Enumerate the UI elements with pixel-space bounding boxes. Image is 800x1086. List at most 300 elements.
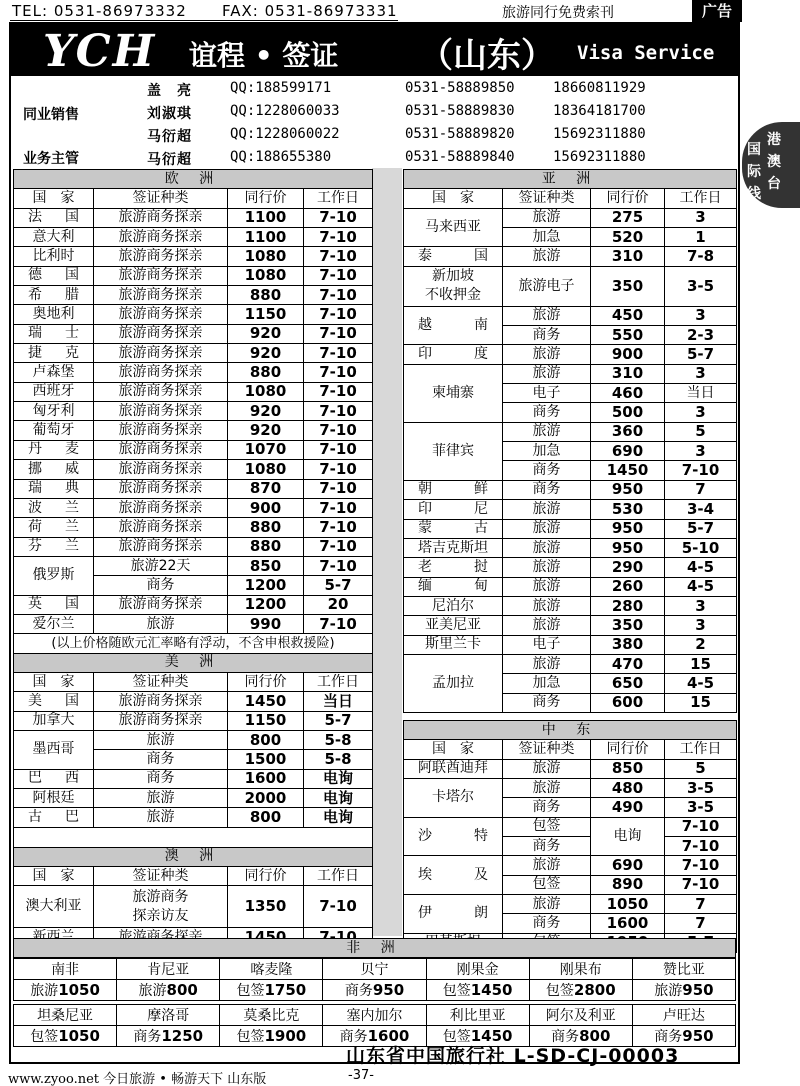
visa-type: 旅游22天: [94, 556, 228, 575]
country: 菲律宾: [404, 422, 503, 480]
col-country: 国 家: [14, 672, 94, 691]
africa-price: 950: [372, 981, 405, 999]
visa-type: 旅游商务探亲: [94, 595, 228, 614]
africa-visa-type: 包签: [236, 983, 265, 999]
visa-type: 旅游商务探亲: [94, 363, 228, 382]
days: 7-10: [304, 518, 373, 537]
visa-type: 旅游商务探亲: [94, 382, 228, 401]
price: 950: [591, 538, 665, 557]
table-row: [404, 654, 737, 673]
table-row: [14, 595, 373, 614]
table-row: [14, 460, 373, 479]
visa-type: 旅游商务探亲: [94, 266, 228, 285]
banner-visa-service: Visa Service: [577, 42, 715, 64]
visa-type: 商务: [503, 837, 591, 856]
africa-price: 1050: [58, 981, 100, 999]
price: 480: [591, 778, 665, 797]
table-row: [14, 324, 373, 343]
europe-rows: [14, 208, 373, 556]
price: 1500: [228, 750, 304, 769]
asia-heading: 亚 洲: [404, 170, 737, 189]
country: 伊朗: [404, 895, 503, 934]
visa-type: 旅游: [503, 856, 591, 875]
africa-price-cell: [14, 980, 117, 1001]
africa-country: 肯尼亚: [117, 959, 220, 980]
table-row: [404, 577, 737, 596]
price: 500: [591, 403, 665, 422]
col-country: 国 家: [14, 867, 94, 886]
days: 5-8: [304, 750, 373, 769]
africa-price: 800: [166, 981, 198, 999]
days: 3-4: [665, 500, 737, 519]
africa-price-cell: [426, 980, 529, 1001]
col-visa-type: 签证种类: [503, 189, 591, 208]
visa-type: 加急: [503, 674, 591, 693]
price: 890: [591, 875, 665, 894]
visa-type: 旅游: [94, 730, 228, 749]
days: 7-10: [304, 286, 373, 305]
table-row: [14, 692, 373, 711]
price: 950: [591, 519, 665, 538]
table-row: [404, 500, 737, 519]
col-days: 工作日: [665, 740, 737, 759]
tagline: 旅游同行免费索刊: [502, 5, 614, 21]
americas-rows: [14, 769, 373, 827]
price: 1150: [228, 305, 304, 324]
africa-table: [13, 958, 736, 1047]
price: 电询: [591, 817, 665, 856]
price: 450: [591, 306, 665, 325]
country: 英国: [14, 595, 94, 614]
price: 380: [591, 635, 665, 654]
africa-price: 1050: [58, 1027, 100, 1045]
visa-type: 商务: [94, 750, 228, 769]
price: 520: [591, 228, 665, 247]
days: 7-10: [304, 363, 373, 382]
contact-qq: QQ:188655380: [230, 149, 332, 165]
visa-type: 旅游: [94, 808, 228, 827]
price: 310: [591, 364, 665, 383]
days: 7-10: [304, 479, 373, 498]
col-country: 国 家: [404, 740, 503, 759]
days: 15: [665, 693, 737, 712]
visa-type: 旅游: [503, 538, 591, 557]
table-row: [404, 422, 737, 441]
price: 800: [228, 730, 304, 749]
africa-price: 1250: [161, 1027, 204, 1045]
table-row: [14, 789, 373, 808]
africa-price: 1900: [264, 1027, 307, 1045]
africa-country: 刚果金: [426, 959, 529, 980]
table-row: [404, 635, 737, 654]
africa-price: 800: [579, 1027, 611, 1045]
price: 1600: [228, 769, 304, 788]
table-row: [404, 596, 737, 615]
price: 850: [228, 556, 304, 575]
country: 阿联酋迪拜: [404, 759, 503, 778]
country: 卢森堡: [14, 363, 94, 382]
days: 7-10: [665, 837, 737, 856]
days: 3: [665, 208, 737, 227]
table-row: [14, 518, 373, 537]
days: 7-10: [304, 228, 373, 247]
table-row: [14, 769, 373, 788]
price: 990: [228, 614, 304, 633]
country-line: 新加坡: [432, 268, 474, 285]
africa-price: 950: [682, 981, 714, 999]
visa-type: 加急: [503, 228, 591, 247]
col-days: 工作日: [304, 867, 373, 886]
days: 7-10: [304, 324, 373, 343]
africa-price: 2800: [573, 981, 616, 999]
country: 卡塔尔: [404, 778, 503, 817]
days: 7-10: [304, 440, 373, 459]
country: 亚美尼亚: [404, 616, 503, 635]
country: [404, 266, 503, 306]
days: 3: [665, 306, 737, 325]
col-days: 工作日: [304, 672, 373, 691]
col-visa-type: 签证种类: [94, 867, 228, 886]
africa-price: 1750: [264, 981, 307, 999]
africa-visa-type: 包签: [545, 983, 574, 999]
days: 7-10: [665, 856, 737, 875]
page-number: -37-: [348, 1068, 374, 1083]
right-price-table: [403, 169, 737, 953]
contact-qq: QQ:1228060033: [230, 103, 340, 119]
col-days: 工作日: [665, 189, 737, 208]
country: 孟加拉: [404, 654, 503, 712]
days: 5-8: [304, 730, 373, 749]
column-header-row: [14, 189, 373, 208]
africa-country: 坦桑尼亚: [14, 1005, 117, 1026]
tel-number: TEL: 0531-86973332: [12, 2, 187, 20]
country: 古巴: [14, 808, 94, 827]
table-row: [14, 498, 373, 517]
agency-license: 山东省中国旅行社 L-SD-CJ-00003: [346, 1045, 680, 1067]
days: 7: [665, 480, 737, 499]
days: 7: [665, 895, 737, 914]
side-char: 港: [767, 132, 781, 148]
visa-type: 旅游商务探亲: [94, 247, 228, 266]
visa-type: 加急: [503, 442, 591, 461]
column-header-row: [14, 672, 373, 691]
table-row: [404, 247, 737, 266]
table-row: [404, 364, 737, 383]
price: 530: [591, 500, 665, 519]
africa-price-cell: [220, 980, 323, 1001]
country: 柬埔寨: [404, 364, 503, 422]
contact-name: 马衍超: [147, 129, 192, 145]
visa-type: 包签: [503, 817, 591, 836]
country: 泰国: [404, 247, 503, 266]
contact-qq: QQ:188599171: [230, 80, 332, 96]
visa-type-line: 探亲访友: [132, 907, 189, 924]
table-row: [404, 345, 737, 364]
country: 匈牙利: [14, 402, 94, 421]
days: 7-10: [304, 614, 373, 633]
country: 德国: [14, 266, 94, 285]
price: 900: [591, 345, 665, 364]
country: 塔吉克斯坦: [404, 538, 503, 557]
country: 瑞士: [14, 324, 94, 343]
days: 5-7: [665, 519, 737, 538]
oceania-heading: 澳 洲: [14, 847, 373, 866]
contact-phone: 0531-58889820: [405, 126, 515, 142]
days: 当日: [304, 692, 373, 711]
days: 5: [665, 422, 737, 441]
ad-badge: 广告: [692, 0, 742, 22]
americas-rows: [14, 692, 373, 731]
footer: [0, 1066, 800, 1086]
africa-visa-type: 包签: [236, 1029, 265, 1045]
visa-type: 旅游商务探亲: [94, 344, 228, 363]
banner-region: （山东）: [419, 36, 555, 76]
banner-title: 谊程 • 签证: [189, 39, 339, 72]
africa-price: 950: [682, 1027, 714, 1045]
visa-type: 商务: [503, 326, 591, 345]
side-char: 际: [747, 164, 761, 180]
table-row: [404, 817, 737, 836]
days: 3-5: [665, 798, 737, 817]
africa-visa-type: 旅游: [138, 983, 167, 999]
visa-type: 电子: [503, 384, 591, 403]
days: 7-10: [304, 382, 373, 401]
africa-price-cell: [117, 980, 220, 1001]
table-row: [14, 266, 373, 285]
days: 7: [665, 914, 737, 933]
africa-country: 刚果布: [529, 959, 632, 980]
visa-type: 旅游商务探亲: [94, 421, 228, 440]
days: 2-3: [665, 326, 737, 345]
price: 275: [591, 208, 665, 227]
price: 880: [228, 286, 304, 305]
price: 1200: [228, 576, 304, 595]
europe-heading: 欧 洲: [14, 170, 373, 189]
africa-country: 贝宁: [323, 959, 426, 980]
country: 芬兰: [14, 537, 94, 556]
visa-type: 旅游: [503, 306, 591, 325]
days: 7-10: [304, 556, 373, 575]
days: 3: [665, 616, 737, 635]
logo: YCH: [43, 26, 157, 77]
country: 丹麦: [14, 440, 94, 459]
table-row: [404, 519, 737, 538]
contact-mobile: 15692311880: [553, 126, 646, 142]
visa-type: 商务: [503, 693, 591, 712]
col-visa-type: 签证种类: [94, 189, 228, 208]
africa-price-cell: [632, 980, 735, 1001]
africa-country: 塞内加尔: [323, 1005, 426, 1026]
contact-phone: 0531-58889840: [405, 149, 515, 165]
price: 1350: [228, 886, 304, 928]
price: 1080: [228, 382, 304, 401]
country: 蒙古: [404, 519, 503, 538]
col-visa-type: 签证种类: [94, 672, 228, 691]
days: 7-10: [665, 875, 737, 894]
country: 印尼: [404, 500, 503, 519]
contact-mobile: 15692311880: [553, 149, 646, 165]
table-row: [404, 856, 737, 875]
visa-type: 商务: [94, 769, 228, 788]
days: 7-10: [304, 208, 373, 227]
country: 老挝: [404, 558, 503, 577]
side-char: 线: [747, 186, 761, 202]
col-price: 同行价: [228, 867, 304, 886]
days: 电询: [304, 808, 373, 827]
africa-visa-type: 旅游: [30, 983, 59, 999]
visa-type: 旅游: [503, 654, 591, 673]
visa-type: 旅游商务探亲: [94, 305, 228, 324]
days: 15: [665, 654, 737, 673]
contact-underline: [10, 20, 398, 21]
africa-price-cell: [323, 980, 426, 1001]
table-row: [14, 208, 373, 227]
africa-visa-type: 包签: [442, 1029, 471, 1045]
mideast-heading: 中 东: [404, 720, 737, 739]
price: 1070: [228, 440, 304, 459]
days: 20: [304, 595, 373, 614]
visa-type: 商务: [503, 798, 591, 817]
visa-type: 旅游商务探亲: [94, 518, 228, 537]
contact-phone: 0531-58889830: [405, 103, 515, 119]
days: 5-7: [304, 711, 373, 730]
africa-price-cell: [529, 980, 632, 1001]
africa-country: 阿尔及利亚: [529, 1005, 632, 1026]
days: 3: [665, 364, 737, 383]
days: 3-5: [665, 266, 737, 306]
africa-country: 喀麦隆: [220, 959, 323, 980]
country: 俄罗斯: [14, 556, 94, 595]
col-country: 国 家: [404, 189, 503, 208]
visa-type: [94, 886, 228, 928]
days: 4-5: [665, 674, 737, 693]
days: 5-7: [304, 576, 373, 595]
contact-name: 马衍超: [147, 152, 192, 168]
visa-type: 旅游: [503, 778, 591, 797]
price: 1100: [228, 228, 304, 247]
col-days: 工作日: [304, 189, 373, 208]
days: 7-10: [665, 817, 737, 836]
visa-type: 商务: [503, 480, 591, 499]
col-visa-type: 签证种类: [503, 740, 591, 759]
visa-type: 旅游: [503, 500, 591, 519]
days: 7-10: [304, 305, 373, 324]
price: 1200: [228, 595, 304, 614]
days: 电询: [304, 789, 373, 808]
price: 900: [228, 498, 304, 517]
country: 尼泊尔: [404, 596, 503, 615]
country: 马来西亚: [404, 208, 503, 247]
price: 280: [591, 596, 665, 615]
price: 880: [228, 518, 304, 537]
country-line: 不收押金: [425, 287, 481, 304]
country: 奥地利: [14, 305, 94, 324]
africa-price: 1450: [470, 981, 513, 999]
table-row: [14, 305, 373, 324]
table-row: [14, 730, 373, 749]
country: 埃及: [404, 856, 503, 895]
country: 西班牙: [14, 382, 94, 401]
side-tab[interactable]: [742, 122, 800, 208]
table-row: [14, 421, 373, 440]
table-row: [14, 614, 373, 633]
country: 比利时: [14, 247, 94, 266]
contact-row: [11, 101, 738, 124]
country: 印度: [404, 345, 503, 364]
visa-type: 旅游: [503, 519, 591, 538]
column-header-row: [14, 867, 373, 886]
price: 690: [591, 856, 665, 875]
days: 7-10: [665, 461, 737, 480]
left-price-table: [13, 169, 373, 948]
visa-type: 旅游商务探亲: [94, 208, 228, 227]
africa-visa-type: 旅游: [654, 983, 683, 999]
price: 850: [591, 759, 665, 778]
price: 920: [228, 421, 304, 440]
africa-country-row: [14, 1005, 736, 1026]
visa-type: 旅游: [503, 345, 591, 364]
price: 870: [228, 479, 304, 498]
contact-name: 盖 亮: [147, 83, 192, 99]
table-row: [404, 616, 737, 635]
days: 7-10: [304, 247, 373, 266]
visa-type: 旅游商务探亲: [94, 228, 228, 247]
country: 澳大利亚: [14, 886, 94, 928]
price: 470: [591, 654, 665, 673]
price: 1600: [591, 914, 665, 933]
column-divider: [372, 168, 402, 936]
table-row: [404, 759, 737, 778]
column-header-row: [404, 740, 737, 759]
fax-number: FAX: 0531-86973331: [222, 2, 398, 20]
africa-price: 1450: [470, 1027, 513, 1045]
country: 斯里兰卡: [404, 635, 503, 654]
table-row: [14, 363, 373, 382]
contact-name: 刘淑琪: [147, 106, 192, 122]
days: 3: [665, 403, 737, 422]
asia-rows: [404, 480, 737, 654]
africa-country: 摩洛哥: [117, 1005, 220, 1026]
contact-qq: QQ:1228060022: [230, 126, 340, 142]
country: 爱尔兰: [14, 614, 94, 633]
days: 7-10: [304, 402, 373, 421]
country: 加拿大: [14, 711, 94, 730]
africa-visa-type: 包签: [442, 983, 471, 999]
africa-visa-type: 包签: [30, 1029, 59, 1045]
visa-type: 旅游电子: [503, 266, 591, 306]
price: 1080: [228, 460, 304, 479]
africa-visa-type: 商务: [551, 1029, 580, 1045]
col-price: 同行价: [591, 189, 665, 208]
contact-row: [11, 78, 738, 101]
price: 350: [591, 616, 665, 635]
africa-visa-type: 商务: [654, 1029, 683, 1045]
price: 350: [591, 266, 665, 306]
price: 880: [228, 363, 304, 382]
africa-visa-type: 商务: [133, 1029, 162, 1045]
price: 360: [591, 422, 665, 441]
price: 490: [591, 798, 665, 817]
role-sales: 同业销售: [23, 107, 79, 123]
contact-row: [11, 147, 738, 170]
visa-type: 旅游商务探亲: [94, 402, 228, 421]
price: 1050: [591, 895, 665, 914]
africa-country: 卢旺达: [632, 1005, 735, 1026]
days: 3-5: [665, 778, 737, 797]
price: 1150: [228, 711, 304, 730]
country: 葡萄牙: [14, 421, 94, 440]
africa-price-cell: [117, 1026, 220, 1047]
